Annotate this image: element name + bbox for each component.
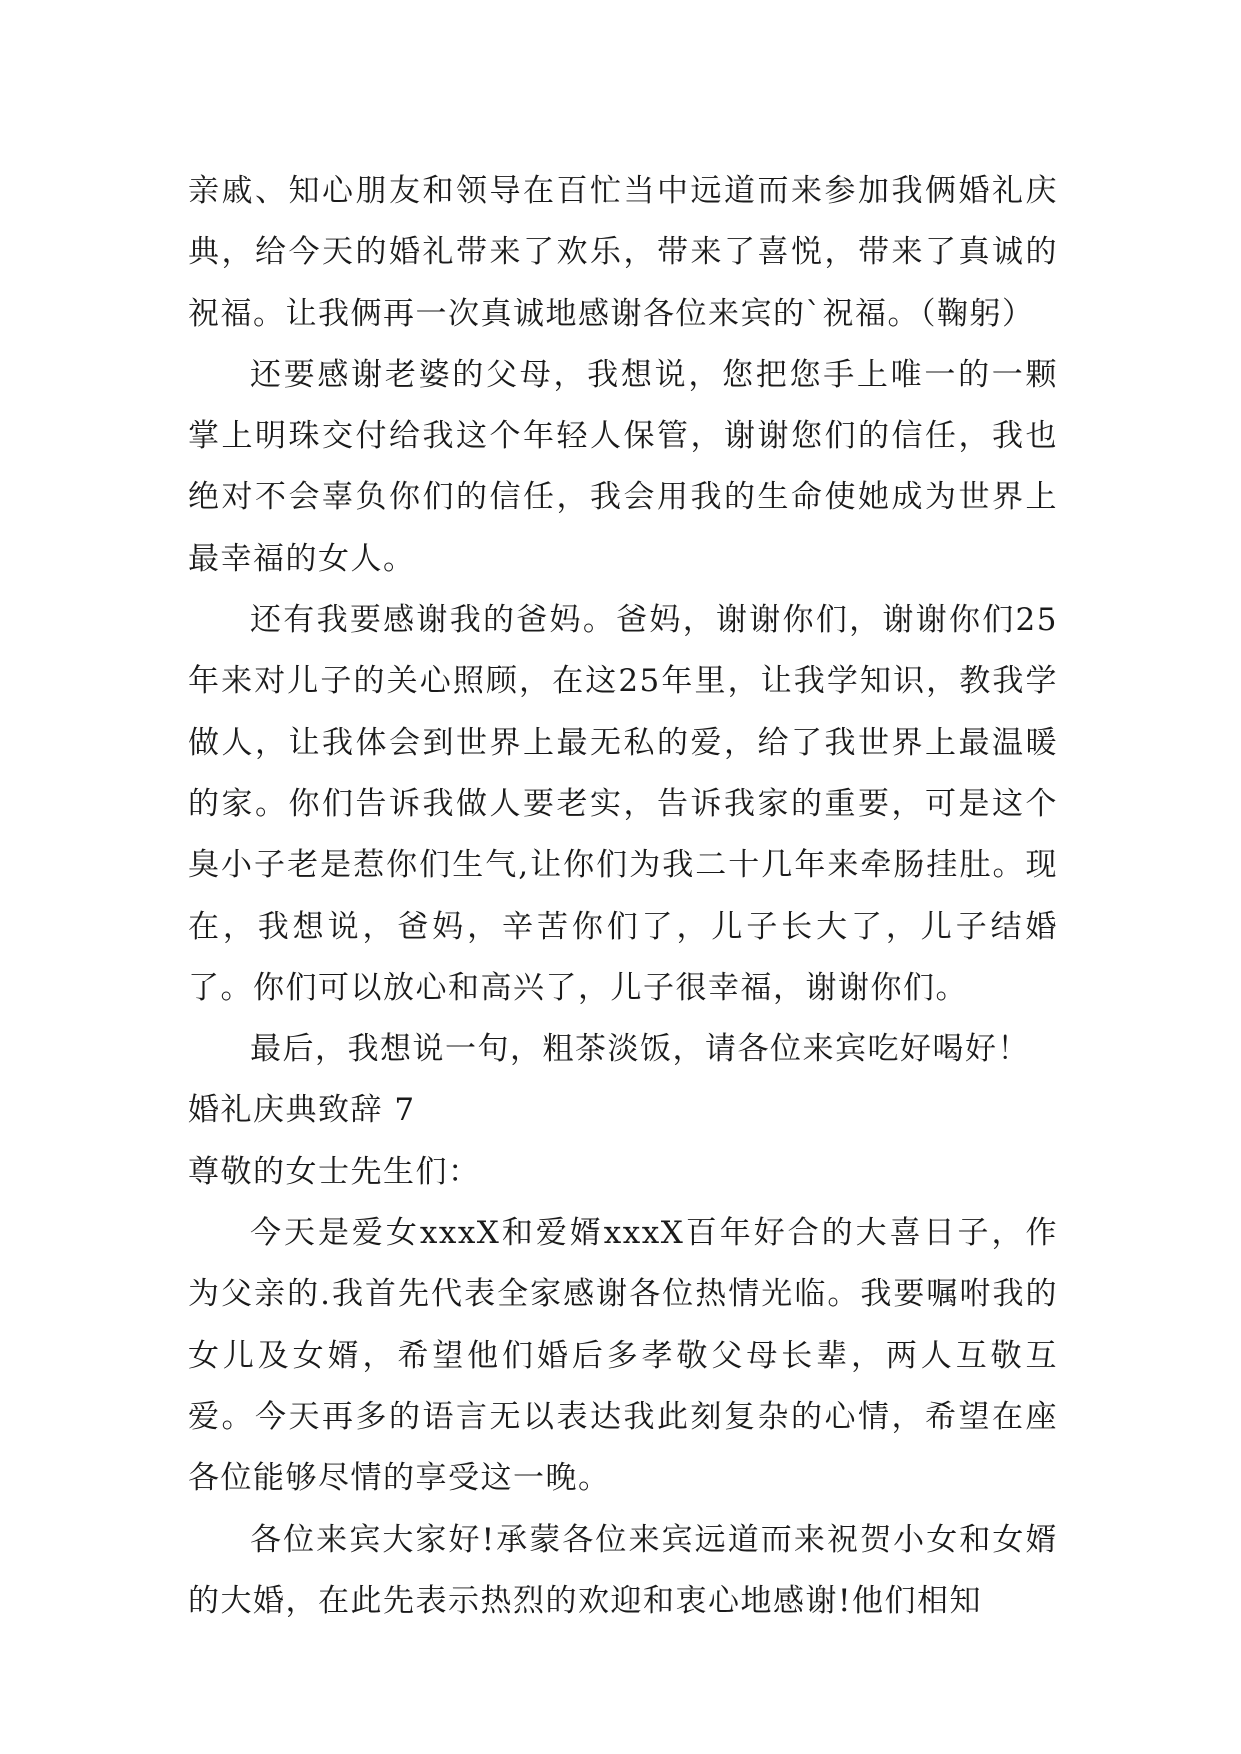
section-heading: 婚礼庆典致辞 7 — [188, 1092, 416, 1129]
document-body — [188, 161, 1058, 1632]
paragraph-thanks-in-laws: 还要感谢老婆的父母，我想说，您把您手上唯一的一颗掌上明珠交付给我这个年轻人保管，谢谢您们的信任，我也绝对不会辜负你们的信任，我会用我的生命使她成为世界上最幸福的女人。 — [188, 356, 1058, 577]
paragraph-thanks-parents: 还有我要感谢我的爸妈。爸妈，谢谢你们，谢谢你们25年来对儿子的关心照顾，在这25年里，让我学知识，教我学做人，让我体会到世界上最无私的爱，给了我世界上最温暖的家。你们告诉我做人要老实，告诉我家的重要，可是这个臭小子老是惹你们生气,让你们为我二十几年来牵肠挂肚。现在，我想说，爸妈，辛苦你们了，儿子长大了，儿子结婚了。你们可以放心和高兴了，儿子很幸福，谢谢你们。 — [188, 602, 1058, 1006]
paragraph-father-speech: 今天是爱女xxxX和爱婿xxxX百年好合的大喜日子，作为父亲的.我首先代表全家感谢各位热情光临。我要嘱咐我的女儿及女婿，希望他们婚后多孝敬父母长辈，两人互敬互爱。今天再多的语言无以表达我此刻复杂的心情，希望在座各位能够尽情的享受这一晚。 — [188, 1215, 1058, 1497]
paragraph-closing: 最后，我想说一句，粗茶淡饭，请各位来宾吃好喝好！ — [250, 1031, 1030, 1068]
salutation: 尊敬的女士先生们： — [188, 1153, 481, 1190]
paragraph-thanks-guests: 亲戚、知心朋友和领导在百忙当中远道而来参加我俩婚礼庆典，给今天的婚礼带来了欢乐，带来了喜悦，带来了真诚的祝福。让我俩再一次真诚地感谢各位来宾的`祝福。（鞠躬） — [188, 173, 1058, 332]
paragraph-welcome-guests: 各位来宾大家好!承蒙各位来宾远道而来祝贺小女和女婿的大婚，在此先表示热烈的欢迎和衷心地感谢!他们相知 — [188, 1521, 1058, 1619]
